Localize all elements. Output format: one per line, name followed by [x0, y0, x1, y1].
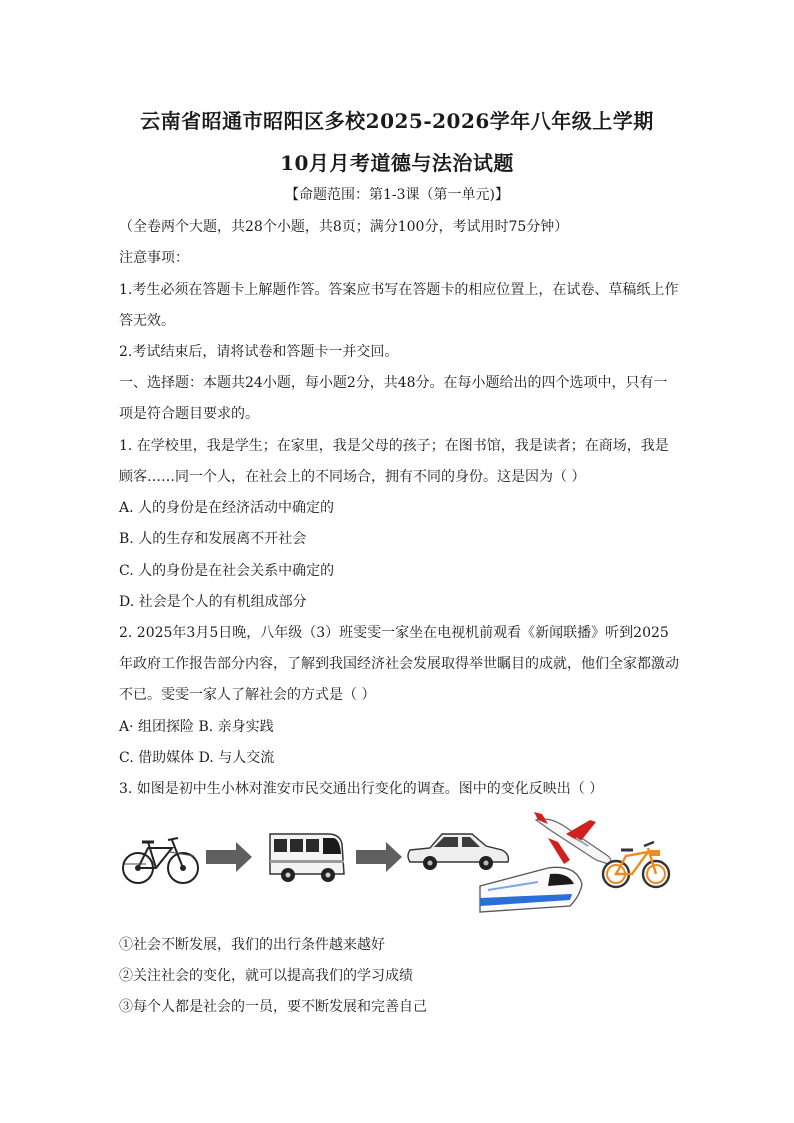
q3-stem: 3. 如图是初中生小林对淮安市民交通出行变化的调查。图中的变化反映出（ ）: [119, 781, 604, 797]
car-icon: [408, 834, 508, 870]
q1-stem-line2: 顾客……同一个人，在社会上的不同场合，拥有不同的身份。这是因为（ ）: [119, 469, 586, 485]
bus-icon: [270, 834, 344, 882]
notice-item-2: 2.考试结束后，请将试卷和答题卡一并交回。: [119, 344, 399, 360]
q1-stem-line1: 1. 在学校里，我是学生；在家里，我是父母的孩子；在图书馆，我是读者；在商场，我是: [119, 438, 669, 454]
exam-info: （全卷两个大题，共28个小题，共8页；满分100分，考试用时75分钟）: [119, 219, 569, 235]
section1-heading-line1: 一、选择题：本题共24小题，每小题2分，共48分。在每小题给出的四个选项中，只有一: [119, 375, 668, 391]
q1-option-b: B. 人的生存和发展离不开社会: [119, 531, 307, 547]
notice-item-1-line1: 1.考生必须在答题卡上解题作答。答案应书写在答题卡的相应位置上，在试卷、草稿纸上作: [119, 282, 679, 298]
shared-bike-icon: [603, 842, 669, 887]
q1-option-c: C. 人的身份是在社会关系中确定的: [119, 563, 335, 579]
arrow-icon: [206, 842, 252, 872]
high-speed-train-icon: [480, 867, 582, 912]
q2-stem-line1: 2. 2025年3月5日晚，八年级（3）班雯雯一家坐在电视机前观看《新闻联播》听到2025: [119, 625, 669, 641]
q2-options-row2: C. 借助媒体 D. 与人交流: [119, 750, 275, 766]
exam-title-line1: 云南省昭通市昭阳区多校2025-2026学年八年级上学期: [140, 109, 654, 133]
q1-option-a: A. 人的身份是在经济活动中确定的: [119, 500, 335, 516]
bicycle-icon: [123, 838, 198, 883]
section1-heading-line2: 项是符合题目要求的。: [119, 406, 259, 422]
q3-statement-3: ③每个人都是社会的一员，要不断发展和完善自己: [119, 999, 427, 1015]
q2-options-row1: A· 组团探险 B. 亲身实践: [119, 719, 274, 735]
exam-scope: 【命题范围：第1-3课（第一单元)】: [284, 187, 509, 203]
q3-statement-1: ①社会不断发展，我们的出行条件越来越好: [119, 937, 385, 953]
q2-stem-line3: 不已。雯雯一家人了解社会的方式是（ ）: [119, 687, 376, 703]
arrow-icon: [356, 842, 402, 872]
q3-statement-2: ②关注社会的变化，就可以提高我们的学习成绩: [119, 968, 413, 984]
exam-title-line2: 10月月考道德与法治试题: [280, 151, 514, 175]
q3-transport-figure: [118, 812, 678, 927]
notice-heading: 注意事项：: [119, 250, 189, 266]
q2-stem-line2: 年政府工作报告部分内容，了解到我国经济社会发展取得举世瞩目的成就，他们全家都激动: [119, 656, 679, 672]
airplane-icon: [534, 812, 611, 864]
notice-item-1-line2: 答无效。: [119, 313, 175, 329]
q1-option-d: D. 社会是个人的有机组成部分: [119, 594, 307, 610]
